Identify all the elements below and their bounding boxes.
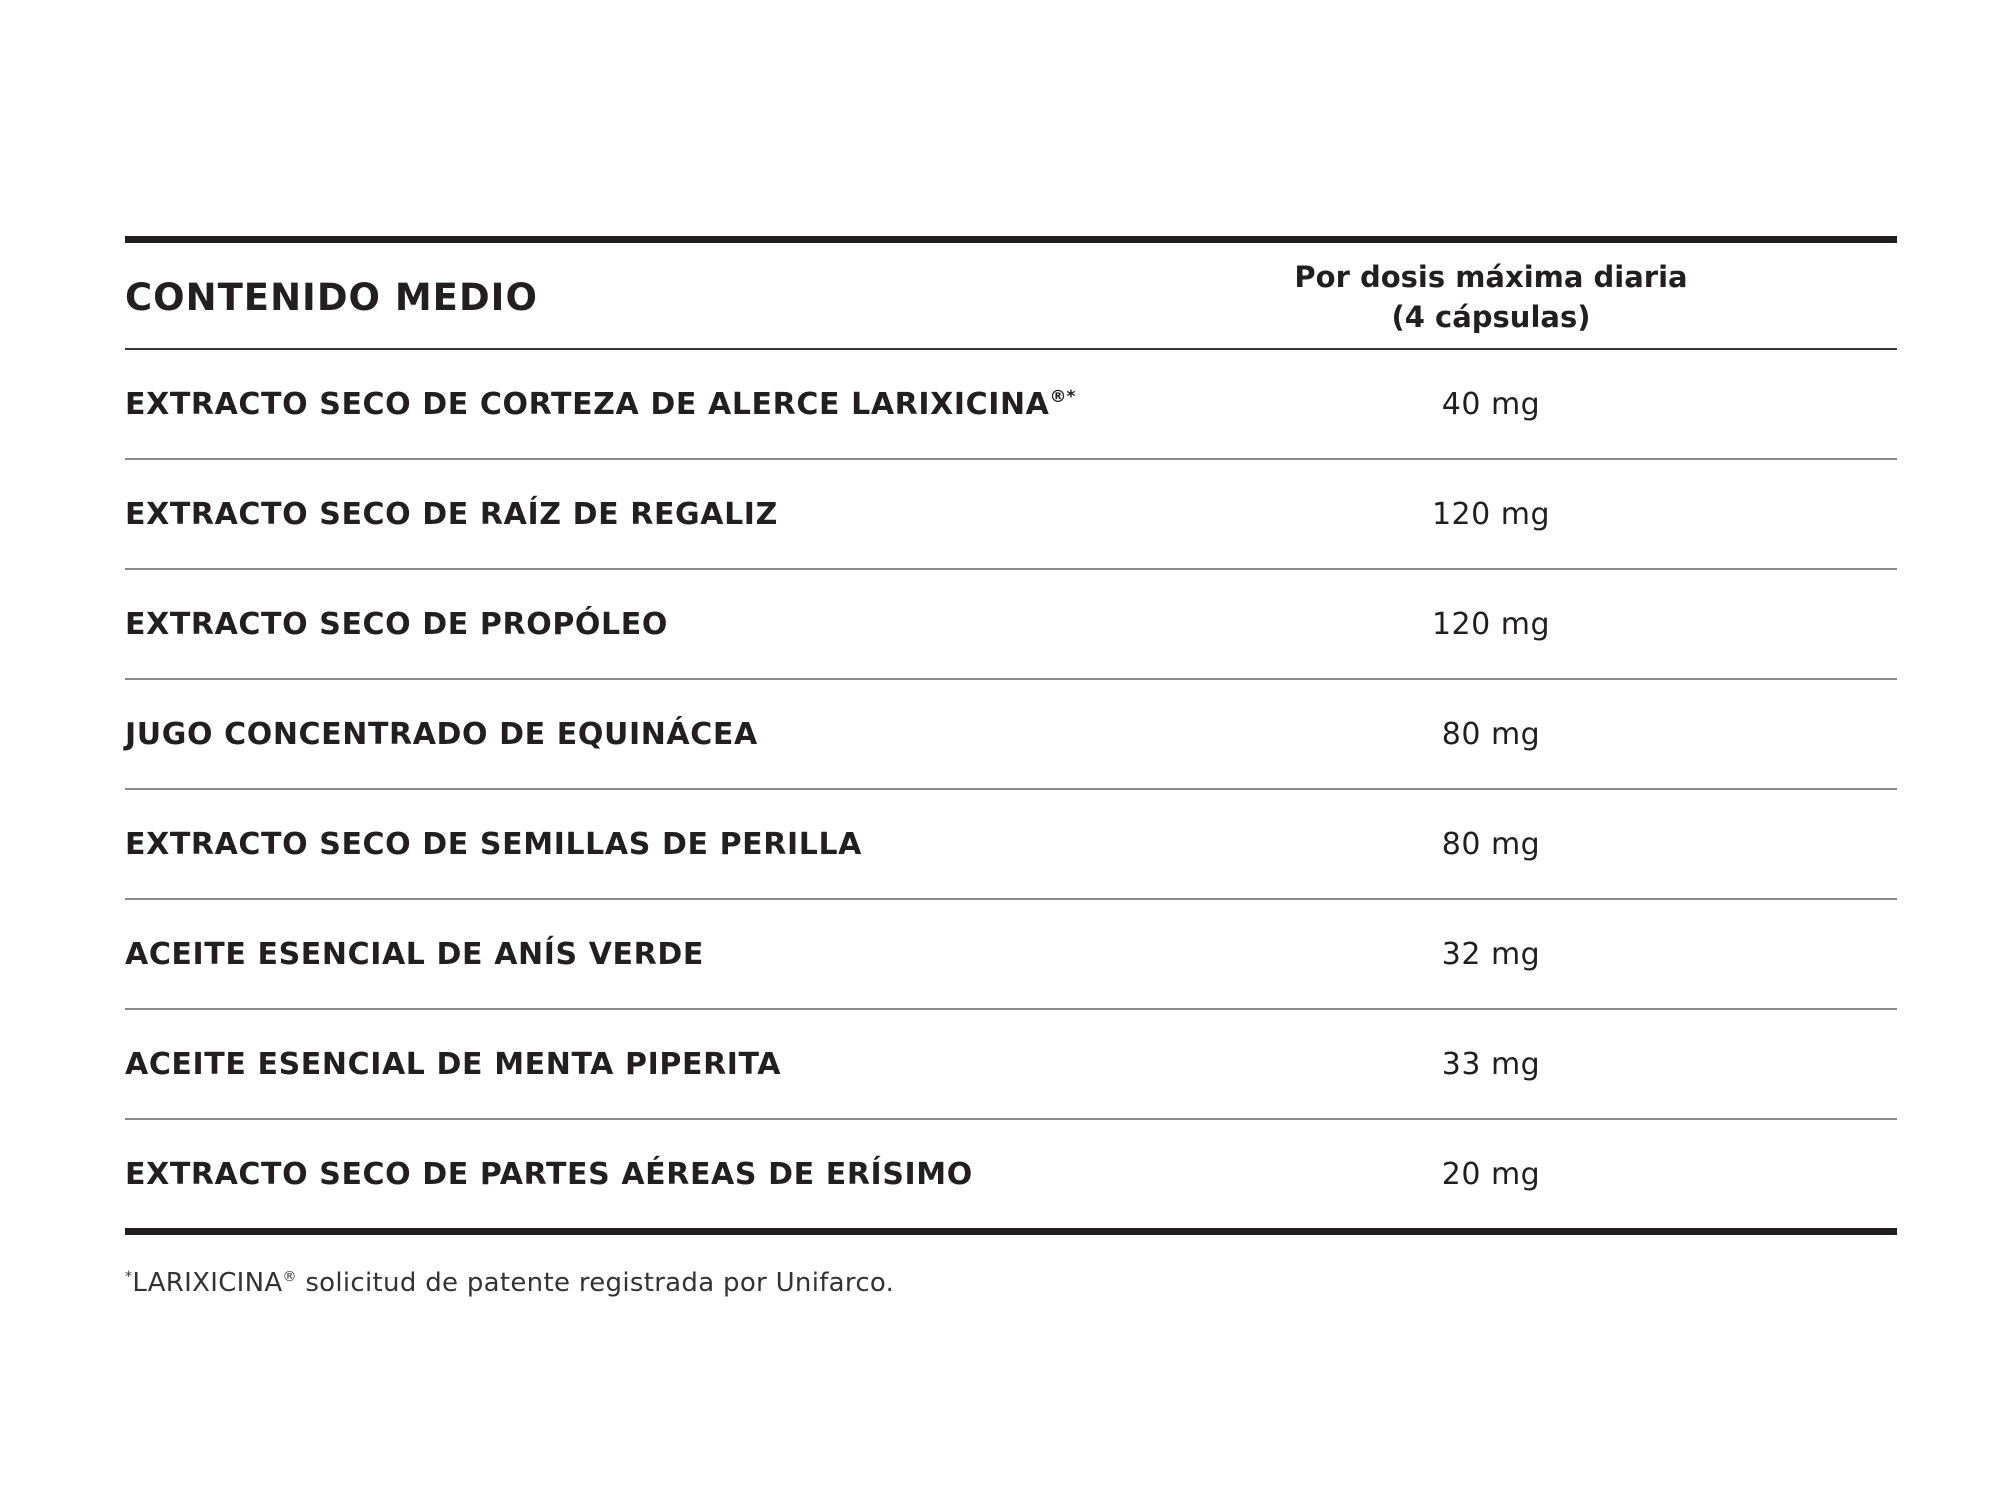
ingredient-name: EXTRACTO SECO DE RAÍZ DE REGALIZ — [125, 496, 778, 532]
footnote-brand: LARIXICINA — [132, 1268, 283, 1298]
table-row — [125, 1120, 1897, 1228]
table-top-rule — [125, 236, 1897, 243]
table-row — [125, 570, 1897, 680]
ingredient-amount: 80 mg — [1441, 826, 1541, 862]
table-row — [125, 680, 1897, 790]
footnote-star: * — [125, 1269, 133, 1285]
column-header-dose-line2: (4 cápsulas) — [1391, 299, 1591, 334]
nutrition-table — [125, 236, 1897, 1235]
footnote-registered-mark: ® — [282, 1269, 297, 1285]
table-row — [125, 790, 1897, 900]
registered-mark: ®* — [1049, 386, 1076, 407]
footnote-text: solicitud de patente registrada por Unifarco. — [296, 1268, 895, 1298]
ingredient-name: ACEITE ESENCIAL DE ANÍS VERDE — [125, 936, 704, 972]
ingredient-name-text: EXTRACTO SECO DE CORTEZA DE ALERCE LARIXICINA — [125, 386, 1050, 422]
ingredient-name — [125, 387, 1235, 422]
table-row — [125, 1010, 1897, 1120]
ingredient-name: ACEITE ESENCIAL DE MENTA PIPERITA — [125, 1046, 782, 1082]
ingredient-name: JUGO CONCENTRADO DE EQUINÁCEA — [125, 716, 758, 752]
ingredient-amount: 20 mg — [1441, 1156, 1541, 1192]
ingredient-amount: 33 mg — [1441, 1046, 1541, 1082]
table-header-row — [125, 243, 1897, 350]
table-row — [125, 900, 1897, 1010]
ingredient-amount: 32 mg — [1441, 936, 1541, 972]
column-header-content: CONTENIDO MEDIO — [125, 276, 538, 319]
ingredient-name: EXTRACTO SECO DE PARTES AÉREAS DE ERÍSIMO — [125, 1156, 973, 1192]
ingredient-name: EXTRACTO SECO DE SEMILLAS DE PERILLA — [125, 826, 862, 862]
ingredient-amount: 40 mg — [1441, 386, 1541, 422]
table-bottom-rule — [125, 1228, 1897, 1235]
column-header-dose-line1: Por dosis máxima diaria — [1294, 259, 1688, 294]
ingredient-amount: 120 mg — [1431, 606, 1551, 642]
ingredient-amount: 120 mg — [1431, 496, 1551, 532]
ingredient-amount: 80 mg — [1441, 716, 1541, 752]
table-row — [125, 350, 1897, 460]
footnote — [125, 1268, 894, 1298]
table-row — [125, 460, 1897, 570]
ingredient-name: EXTRACTO SECO DE PROPÓLEO — [125, 606, 668, 642]
column-header-dose — [1235, 255, 1747, 337]
